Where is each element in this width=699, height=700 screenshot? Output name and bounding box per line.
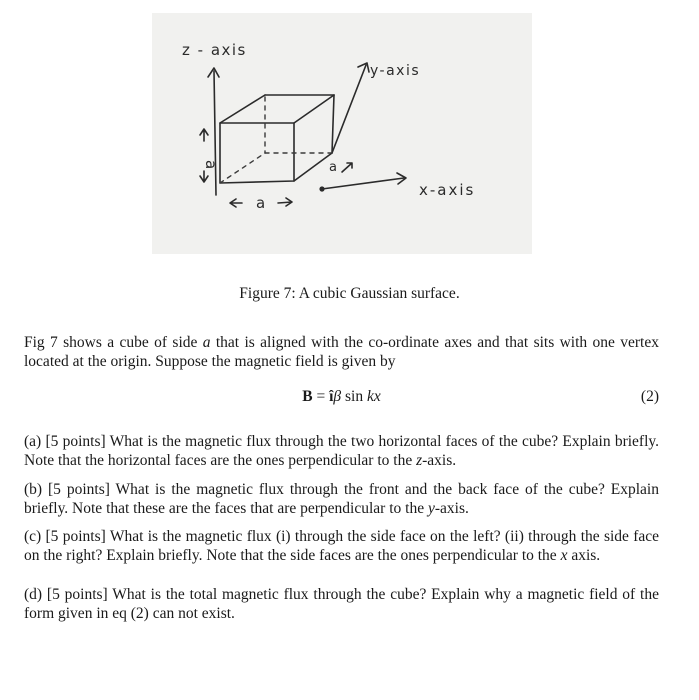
intro-text-2: that is aligned with the co-ordinate axes and that sits with one vertex located at the origin. Suppose the magnetic field is given by (24, 334, 659, 370)
question-b-label: (b) [5 points] (24, 481, 110, 498)
eq-lhs: B (302, 388, 313, 405)
question-a-text: What is the magnetic flux through the two horizontal faces of the cube? Explain briefly. Note that the horizontal faces are the ones perpendicular to the (24, 433, 660, 469)
diagonal-arrow (342, 163, 352, 172)
question-c-axis: x (560, 547, 568, 564)
figure-photo (152, 13, 532, 254)
side-arrow-up (200, 129, 208, 141)
eq-sin: sin (341, 388, 367, 405)
question-d-label: (d) [5 points] (24, 586, 108, 603)
cube-right-back-edge (332, 95, 334, 153)
question-a-axis: z (416, 452, 423, 469)
eq-beta: β (333, 388, 342, 405)
side-label-bottom: a (256, 194, 266, 212)
x-axis-line (322, 178, 404, 189)
origin-dot (319, 186, 324, 191)
side-label-vertical: a (202, 160, 220, 170)
x-axis-label: x-axis (419, 181, 476, 199)
intro-paragraph (24, 333, 659, 371)
question-c-text: What is the magnetic flux (i) through the side face on the left? (ii) through the side face on the right? Explain briefly. Note that the side faces are the ones perpendicular to the (24, 528, 660, 564)
question-c (24, 527, 659, 565)
figure-caption: Figure 7: A cubic Gaussian surface. (239, 285, 460, 302)
eq-arg: kx (366, 388, 381, 405)
eq-equals: = (312, 388, 330, 405)
question-c-text-end: axis. (567, 547, 601, 564)
question-a-label: (a) [5 points] (24, 433, 106, 450)
question-b-axis: y (427, 500, 435, 517)
cube-top-left-edge (220, 95, 265, 123)
cube-top-right-edge (294, 95, 334, 123)
equation (24, 388, 659, 406)
side-symbol: a (202, 334, 211, 351)
cube-bottom-right-edge (294, 153, 332, 181)
intro-text-1: Fig 7 shows a cube of side (24, 334, 203, 351)
y-axis-label: y-axis (370, 63, 421, 79)
z-axis-line (214, 71, 216, 195)
question-a (24, 432, 659, 470)
equation-number: (2) (640, 388, 659, 405)
y-axis-line (332, 65, 366, 153)
question-d (24, 585, 659, 623)
z-axis-label: z - axis (182, 41, 247, 59)
question-c-label: (c) [5 points] (24, 528, 106, 545)
side-label-diagonal: a (329, 160, 337, 175)
question-b (24, 480, 659, 518)
question-b-text: What is the magnetic flux through the front and the back face of the cube? Explain briefly. Note that these are the faces that are perpendicular to the (24, 481, 659, 517)
bottom-arrow-right (278, 198, 292, 206)
question-d-text: What is the total magnetic flux through the cube? Explain why a magnetic field of the form given in eq (2) can not exist. (24, 586, 659, 622)
eq-unit-vector: î (329, 388, 334, 405)
cube-hidden-left-bottom-edge (220, 153, 265, 183)
question-a-text-end: -axis. (422, 452, 457, 469)
question-b-text-end: -axis. (434, 500, 469, 517)
equation-row (24, 388, 659, 410)
bottom-arrow-left (230, 199, 242, 207)
cube-sketch (152, 13, 532, 254)
side-arrow-down (200, 171, 208, 182)
